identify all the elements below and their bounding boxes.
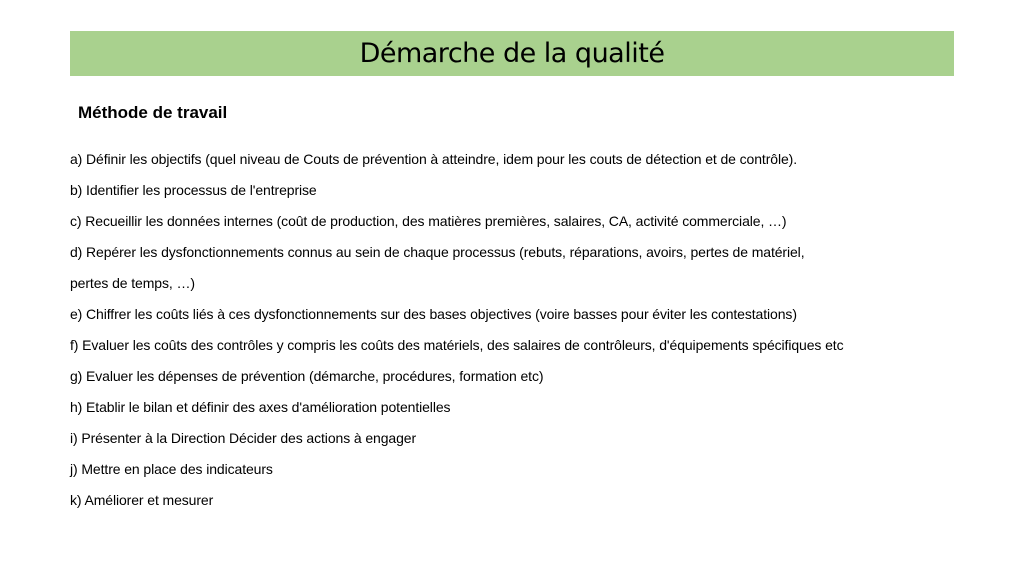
list-item: h) Etablir le bilan et définir des axes d'amélioration potentielles [70,399,451,415]
section-heading: Méthode de travail [78,103,228,122]
list-item: j) Mettre en place des indicateurs [70,461,273,477]
method-steps-list [70,144,970,516]
list-item: g) Evaluer les dépenses de prévention (démarche, procédures, formation etc) [70,368,544,384]
list-item: d) Repérer les dysfonctionnements connus au sein de chaque processus (rebuts, réparations, avoirs, pertes de matériel, [70,244,805,260]
title-bar [70,31,954,76]
list-item: k) Améliorer et mesurer [70,492,214,508]
list-item: c) Recueillir les données internes (coût de production, des matières premières, salaires, CA, activité commerciale, …) [70,213,787,229]
list-item: a) Définir les objectifs (quel niveau de Couts de prévention à atteindre, idem pour les couts de détection et de contrôle). [70,151,798,167]
list-item: i) Présenter à la Direction Décider des actions à engager [70,430,417,446]
slide-title: Démarche de la qualité [359,38,665,69]
list-item: pertes de temps, …) [70,275,195,291]
list-item: b) Identifier les processus de l'entreprise [70,182,317,198]
list-item: f) Evaluer les coûts des contrôles y compris les coûts des matériels, des salaires de contrôleurs, d'équipements spécifiques etc [70,337,844,353]
list-item: e) Chiffrer les coûts liés à ces dysfonctionnements sur des bases objectives (voire basses pour éviter les contestations) [70,306,797,322]
